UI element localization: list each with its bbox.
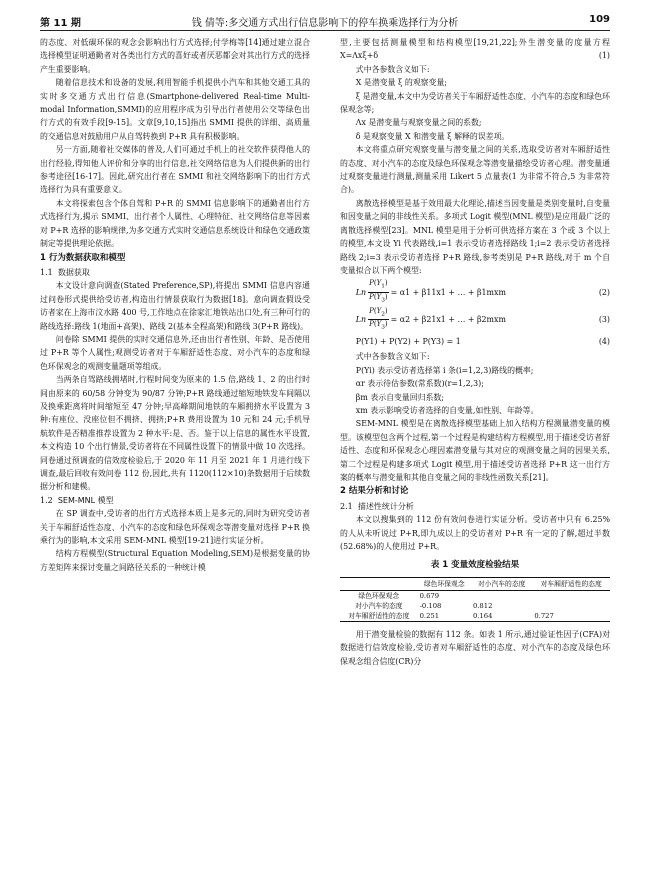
table-row [340, 590, 610, 601]
subsection-number: 2.1 [340, 501, 353, 511]
subsection-title: 描述性统计分析 [357, 501, 414, 511]
definition: Λx 是潜变量与观察变量之间的系数; [355, 118, 482, 128]
subsection-heading [340, 500, 610, 513]
fraction: $\frac{P(Y_2)}{P(Y_3)}$ [369, 307, 388, 331]
table-cell [532, 590, 610, 601]
right-column [340, 36, 610, 668]
equation-3: Ln $\frac{P(Y_2)}{P(Y_3)}$ = α2 + β21x1 + … + β2mxm (3) [355, 307, 610, 331]
paragraph: 用于潜变量检验的数据有 112 条。如表 1 所示,通过验证性因子(CFA)对数据进行信效度检验,受访者对车厢舒适性的态度、对小汽车的态度及绿色环保观念组合信度(CR)分 [340, 629, 610, 666]
paragraph: 随着信息技术和设备的发展,利用智能手机提供小汽车和其他交通工具的实时多交通方式出行信息(Smartphone-delivered Real-time Multi-modal Information,SMMI)的应用程序成为引导出行者使用公交等绿色出行方式的有效手段[9-15]。文章[9,10,15]指出 SMMI 提供的详细、高质量的交通信息对鼓励用户从自驾转换到 P+R 具有积极影响。 [40, 78, 310, 141]
issue-number: 第 11 期 [40, 18, 81, 29]
page-number: 109 [589, 14, 610, 25]
equation-2: Ln $\frac{P(Y_1)}{P(Y_3)}$ = α1 + β11x1 + … + β1mxm (2) [355, 279, 610, 304]
subsection-title: SEM-MNL 模型 [57, 495, 114, 505]
table-header-cell: 对车厢舒适性的态度 [540, 579, 602, 588]
paragraph: 本文以搜集到的 112 份有效问卷进行实证分析。受访者中只有 6.25% 的人从未听说过 P+R,即九成以上的受访者对 P+R 有一定的了解,超过半数(52.68%)的人使用过 P+R。 [340, 515, 610, 551]
table-row-label: 对小汽车的态度 [355, 601, 403, 610]
equation-number: (2) [598, 287, 610, 297]
paragraph: 另一方面,随着社交媒体的普及,人们可通过手机上的社交软件获得他人的出行经验,得知他人评价和分享的出行信息,社交网络信息为人们提供新的出行参考途径[16-17]。因此,研究出行者在 SMMI 和社交网络影响下的出行方式选择行为具有重要意义。 [40, 145, 310, 195]
paragraph: 式中各参数含义如下: [355, 64, 430, 74]
table-row-label: 对车厢舒适性的态度 [348, 611, 410, 620]
subsection-title: 数据获取 [57, 267, 90, 277]
table-row-label: 绿色环保观念 [358, 591, 400, 600]
definition: ξ 是潜变量,本文中为受访者关于车厢舒适性态度、小汽车的态度和绿色环保观念等; [340, 91, 610, 115]
paragraph [340, 36, 610, 63]
left-column [40, 36, 310, 574]
paragraph: SEM-MNL 模型是在离散选择模型基础上加入结构方程测量潜变量的模型。该模型包含两个过程,第一个过程是构建结构方程模型,用于描述受访者舒适性、态度和环保观念心理因素潜变量与其对应的观测变量之间的因果关系,第二个过程是构建多项式 Logit 模型,用于描述受访者选择 P+R 这一出行方案的概率与潜变量和其他自变量之间的非线性函数关系[21]。 [340, 419, 610, 482]
subsection-heading [40, 494, 310, 507]
subsection-number: 1.2 [40, 495, 53, 505]
validity-table [340, 577, 610, 622]
running-header [40, 10, 610, 32]
definition: δ 是观察变量 X 和潜变量 ξ 解释的误差项。 [355, 131, 510, 141]
table-header-cell: 对小汽车的态度 [477, 579, 526, 588]
equation-body: P(Y1) + P(Y2) + P(Y3) = 1 [355, 336, 461, 346]
equation-number: (3) [598, 315, 610, 325]
paragraph: 结构方程模型(Structural Equation Modeling,SEM)是根据变量的协方差矩阵来探讨变量之间路径关系的一种统计模 [40, 549, 310, 572]
equation-rhs: = α1 + β11x1 + … + β1mxm [390, 287, 506, 297]
paragraph: 当两条自驾路线拥堵时,行程时间变为原来的 1.5 倍,路线 1、2 的出行时间由原来的 60/58 分钟变为 90/87 分钟;P+R 路线通过缩短地铁发车间隔以及换乘距离将时间缩短至 47 分钟;早高峰期间地铁的车厢拥挤水平设置为 3 种:有座位、没座位但不拥挤、拥挤;P+R 费用设置为 10 元和 24 元;手机导航软件是否精准推荐设置为 2 种水平:是、否。鉴于以上信息的属性水平设置,本文构造 10 个出行情景,受访者将在不同属性设置下的情景中做 10 次选择。同卷通过预调查的信效度检验后,于 2020 年 11 月至 2021 年 1 月进行线下调查,最后回收有效问卷 112 份,因此,共有 1120(112×10)条数据用于后续数据分析和建模。 [40, 375, 310, 492]
table-cell: 0.727 [534, 611, 554, 620]
subsection-number: 1.1 [40, 267, 53, 277]
table-row [340, 611, 610, 622]
definition: P(Yi) 表示受访者选择第 i 条(i=1,2,3)路线的概率; [355, 365, 534, 375]
definition: X 是潜变量 ξ 的观察变量; [355, 78, 447, 88]
running-title: 钱 倩等:多交通方式出行信息影响下的停车换乘选择行为分析 [191, 18, 459, 29]
paragraph: 本文将探索包含个体自驾和 P+R 的 SMMI 信息影响下的通勤者出行方式选择行为,揭示 SMMI、出行者个人属性、心理特征、社交网络信息等因素对 P+R 选择的影响规律,为多交通方式实时交通信息系统设计和绿色交通政策制定等提供理论依据。 [40, 198, 310, 249]
section-heading: 2 结果分析和讨论 [340, 486, 409, 497]
definition: βm 表示自变量回归系数; [355, 392, 445, 402]
table-cell: 0.679 [419, 591, 440, 600]
paragraph: 式中各参数含义如下: [355, 352, 430, 362]
equation-rhs: = α2 + β21x1 + … + β2mxm [390, 315, 506, 325]
fraction: $\frac{P(Y_1)}{P(Y_3)}$ [369, 279, 388, 304]
table-cell [471, 590, 532, 601]
equation-number: (1) [598, 51, 610, 61]
table-row [340, 601, 610, 611]
table-header-row [340, 577, 610, 590]
table-header-cell [340, 577, 418, 590]
table-cell: -0.108 [419, 601, 442, 610]
table-cell: 0.164 [472, 611, 493, 620]
table-cell: 0.251 [419, 611, 440, 620]
paragraph: 在 SP 调查中,受访者的出行方式选择本质上是多元的,同时为研究受访者关于车厢舒适性态度、小汽车的态度和绿色环保观念等潜变量对选择 P+R 换乘行为的影响,本文采用 SEM-MNL 模型[19-21]进行实证分析。 [40, 509, 310, 546]
paragraph: 本文将重点研究观察变量与潜变量之间的关系,选取受访者对车厢舒适性的态度、对小汽车的态度及绿色环保观念等潜变量描绘受访者心理。潜变量通过观察变量进行测量,测量采用 Likert 5 点量表(1 为非常不符合,5 为非常符合)。 [340, 145, 610, 195]
section-heading: 1 行为数据获取和模型 [40, 252, 126, 263]
paragraph: 的态度、对低碳环保的观念会影响出行方式选择;付学梅等[14]通过建立混合选择模型证明通勤者对各类出行方式的喜好或者厌恶都会对其出行方式的选择产生重要影响。 [40, 38, 310, 74]
table-cell [532, 601, 610, 611]
definition: αr 表示待估参数(常系数)(r=1,2,3); [355, 379, 484, 389]
paragraph: 本文设计意向调查(Stated Preference,SP),将提出 SMMI 信息内容通过问卷形式提供给受访者,构造出行情景获取行为数据[18]。意向调查假设受访者家在上海市汶水路 400 号,工作地点在徐家汇地铁站出口处,有三种可行的路线选择:路线 1(地面+高架)、路线 2(基本全程高架)和路线 3(P+R 路线)。 [40, 281, 310, 331]
table-header-cell: 绿色环保观念 [423, 579, 465, 588]
definition: xm 表示影响受访者选择的自变量,如性别、年龄等。 [355, 405, 539, 415]
table-cell: 0.812 [472, 601, 493, 610]
subsection-heading [40, 266, 310, 279]
paragraph-text: 型,主要包括测量模型和结构模型[19,21,22];外生潜变量的度量方程 X=Λxξ+δ [340, 38, 610, 61]
equation-4 [340, 335, 610, 348]
paragraph: 离散选择模型是基于效用最大化理论,描述当因变量是类别变量时,自变量和因变量之间的非线性关系。多项式 Logit 模型(MNL 模型)是应用最广泛的离散选择模型[23]。MNL 模型是用于分析可供选择方案在 3 个或 3 个以上的模型,本文设 Yi 代表路线,i=1 表示受访者选择路线 1;i=2 表示受访者选择路线 2;i=3 表示受访者选择 P+R 路线,参考类别是 P+R 路线,对于 m 个自变量拟合以下两个模型: [340, 198, 610, 275]
header-rule [40, 30, 610, 31]
paragraph: 问卷除 SMMI 提供的实时交通信息外,还由出行者性别、年龄、是否使用过 P+R 等个人属性;观测受访者对于车厢舒适性态度、对小汽车的态度和绿色环保观念的观测变量题项等组成。 [40, 334, 310, 371]
equation-number: (4) [598, 336, 610, 346]
table-caption: 表 1 变量效度检验结果 [430, 560, 520, 571]
